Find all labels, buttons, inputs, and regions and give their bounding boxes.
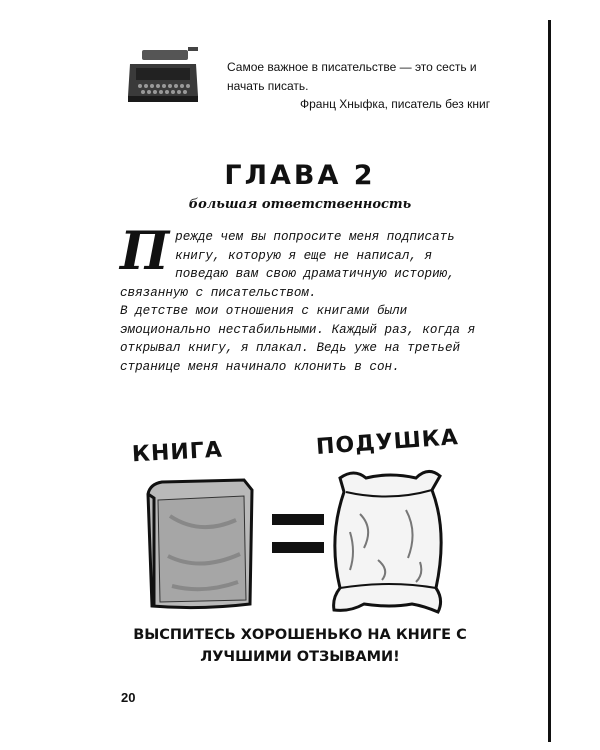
label-book: КНИГА [131,437,224,468]
chapter-title: ГЛАВА 2 [224,160,376,191]
paragraph-2: В детстве мои отношения с книгами были эмоционально нестабильными. Каждый раз, когда я открывал книгу, я плакал. Ведь уже на третьей странице меня начинало клонить в сон. [120,304,476,374]
page-number: 20 [121,690,136,705]
illustration-caption: ВЫСПИТЕСЬ ХОРОШЕНЬКО НА КНИГЕ С ЛУЧШИМИ ОТЗЫВАМИ! [133,627,467,665]
page-edge [548,20,551,742]
chapter-subtitle: большая ответственность [188,197,412,212]
body-text [120,221,480,376]
pillow-drawing-icon [320,462,460,620]
drop-cap: П [120,221,170,282]
equals-sign-icon [270,510,326,560]
paragraph-1: режде чем вы попросите меня подписать книгу, которую я еще не написал, я поведаю вам свою драматичную историю, связанную с писательством. [120,230,455,300]
epigraph-quote: Самое важное в писательстве — это сесть и начать писать. [227,60,477,93]
typewriter-icon [124,44,202,110]
epigraph [124,44,491,114]
book-drawing-icon [140,476,260,616]
label-pillow: ПОДУШКА [315,425,460,460]
epigraph-attribution: Франц Хныфка, писатель без книг [300,97,491,111]
book-pillow-illustration [120,418,480,623]
